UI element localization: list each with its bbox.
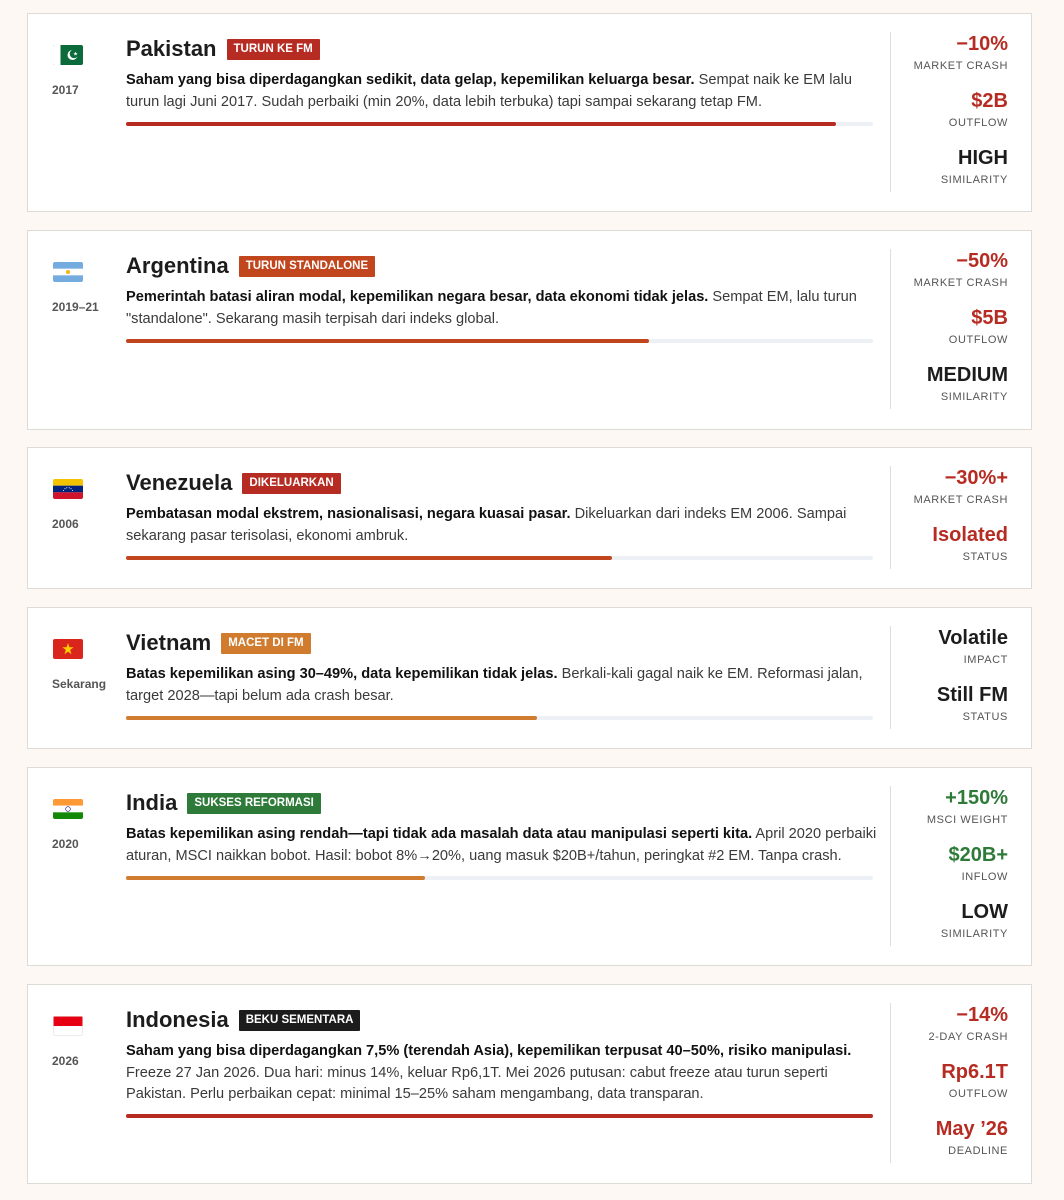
similarity-bar-fill [126,716,537,720]
description-text: Berkali-kali gagal naik ke EM. Reformasi jalan, target 2028—tapi belum ada crash besar. [126,666,863,704]
stats-column [890,1003,1031,1163]
stat-label: OUTFLOW [948,117,1008,129]
stats-column [890,466,1031,569]
card-description [126,504,878,547]
similarity-bar [126,876,873,880]
description-bold: Pembatasan modal ekstrem, nasionalisasi, negara kuasai pasar. [126,506,571,522]
stat-market-crash [891,32,1008,73]
card-header [126,35,320,63]
country-card-venezuela [27,447,1032,589]
card-description [126,664,878,707]
stat-value: Volatile [938,627,1008,649]
indonesia-flag-icon [53,1016,83,1036]
stat-value: $20B+ [948,844,1008,866]
description-text: Freeze 27 Jan 2026. Dua hari: minus 14%, keluar Rp6,1T. Mei 2026 putusan: cabut freeze atau turun seperti Pakistan. Perlu perbaikan cepat: minimal 15–25% saham mengambang, data transparan. [126,1064,828,1102]
stat-deadline [891,1117,1008,1158]
india-flag-icon [53,799,83,819]
country-card-india [27,767,1032,966]
event-year: 2019–21 [52,300,99,314]
stat-value: May ’26 [935,1118,1008,1140]
stat-label: STATUS [962,551,1008,563]
stats-column [890,32,1031,192]
description-bold: Batas kepemilikan asing rendah—tapi tidak ada masalah data atau manipulasi seperti kita. [126,826,753,842]
stat-value: −30%+ [944,467,1008,489]
description-text: Sempat naik ke EM lalu turun lagi Juni 2017. Sudah perbaiki (min 20%, data lebih terbuka) tapi sampai sekarang tetap FM. [126,72,852,110]
status-badge: DIKELUARKAN [242,473,340,494]
similarity-bar-fill [126,339,649,343]
stat-value: $2B [971,90,1008,112]
stat-outflow [891,306,1008,347]
card-header [126,469,341,497]
event-year: 2026 [52,1054,79,1068]
stat-label: OUTFLOW [948,1088,1008,1100]
stat-impact [891,626,1008,667]
stat-label: INFLOW [961,871,1008,883]
similarity-bar [126,716,873,720]
country-name: Pakistan [126,36,217,61]
description-text: Sempat EM, lalu turun "standalone". Sekarang masih terpisah dari indeks global. [126,289,857,327]
stat-label: MARKET CRASH [913,60,1008,72]
status-badge: TURUN STANDALONE [239,256,375,277]
similarity-bar [126,556,873,560]
stat-inflow [891,843,1008,884]
stat-label: MSCI WEIGHT [926,814,1008,826]
stat-value: LOW [961,901,1008,923]
stat-label: SIMILARITY [940,174,1008,186]
country-name: Venezuela [126,470,233,495]
stat-similarity [891,363,1008,404]
stats-column [890,786,1031,946]
stat-value: +150% [945,787,1008,809]
stat-similarity [891,900,1008,941]
description-bold: Saham yang bisa diperdagangkan 7,5% (terendah Asia), kepemilikan terpusat 40–50%, risiko manipulasi. [126,1043,852,1059]
country-name: Vietnam [126,630,212,655]
stat-status [891,523,1008,564]
stat-label: IMPACT [963,654,1008,666]
event-year: 2020 [52,837,79,851]
similarity-bar [126,1114,873,1118]
status-badge: MACET DI FM [221,633,310,654]
stat-value: HIGH [958,147,1008,169]
stat-market-crash [891,249,1008,290]
event-year: 2017 [52,83,79,97]
stat-value: −10% [956,33,1008,55]
pakistan-flag-icon [53,45,83,65]
event-year: 2006 [52,517,79,531]
stat-market-crash [891,466,1008,507]
stat-label: SIMILARITY [940,928,1008,940]
stat-label: SIMILARITY [940,391,1008,403]
status-badge: SUKSES REFORMASI [187,793,321,814]
stat-2-day-crash [891,1003,1008,1044]
card-header [126,789,321,817]
stat-value: Still FM [936,684,1008,706]
card-header [126,629,311,657]
stat-msci-weight [891,786,1008,827]
stat-label: DEADLINE [948,1145,1008,1157]
stat-label: MARKET CRASH [913,494,1008,506]
stat-label: 2-DAY CRASH [928,1031,1008,1043]
card-description [126,287,878,330]
country-card-pakistan [27,13,1032,212]
country-name: India [126,790,178,815]
description-text: Dikeluarkan dari indeks EM 2006. Sampai sekarang pasar terisolasi, ekonomi ambruk. [126,506,847,544]
card-header [126,252,375,280]
stat-label: MARKET CRASH [913,277,1008,289]
stat-value: −14% [956,1004,1008,1026]
description-text: April 2020 perbaiki aturan, MSCI naikkan bobot. Hasil: bobot 8%→20%, uang masuk $20B+/tahun, peringkat #2 EM. Tanpa crash. [126,826,877,864]
argentina-flag-icon [53,262,83,282]
stat-label: STATUS [962,711,1008,723]
stats-column [890,249,1031,409]
similarity-bar-fill [126,556,612,560]
description-bold: Batas kepemilikan asing 30–49%, data kepemilikan tidak jelas. [126,666,558,682]
status-badge: BEKU SEMENTARA [239,1010,361,1031]
similarity-bar-fill [126,1114,873,1118]
description-bold: Pemerintah batasi aliran modal, kepemilikan negara besar, data ekonomi tidak jelas. [126,289,709,305]
card-description [126,824,878,867]
stat-label: OUTFLOW [948,334,1008,346]
stat-value: Isolated [932,524,1008,546]
card-header [126,1006,360,1034]
stat-value: MEDIUM [926,364,1008,386]
stat-value: $5B [971,307,1008,329]
stat-status [891,683,1008,724]
venezuela-flag-icon [53,479,83,499]
stat-similarity [891,146,1008,187]
stat-value: −50% [956,250,1008,272]
country-card-argentina [27,230,1032,430]
stat-outflow [891,89,1008,130]
description-bold: Saham yang bisa diperdagangkan sedikit, data gelap, kepemilikan keluarga besar. [126,72,695,88]
status-badge: TURUN KE FM [227,39,320,60]
stats-column [890,626,1031,729]
similarity-bar [126,122,873,126]
similarity-bar-fill [126,876,425,880]
country-card-vietnam [27,607,1032,749]
card-description [126,70,878,113]
similarity-bar [126,339,873,343]
stat-outflow [891,1060,1008,1101]
country-card-indonesia [27,984,1032,1184]
stat-value: Rp6.1T [941,1061,1008,1083]
vietnam-flag-icon [53,639,83,659]
country-name: Indonesia [126,1007,229,1032]
event-year: Sekarang [52,677,107,691]
card-description [126,1041,878,1106]
country-name: Argentina [126,253,229,278]
similarity-bar-fill [126,122,836,126]
